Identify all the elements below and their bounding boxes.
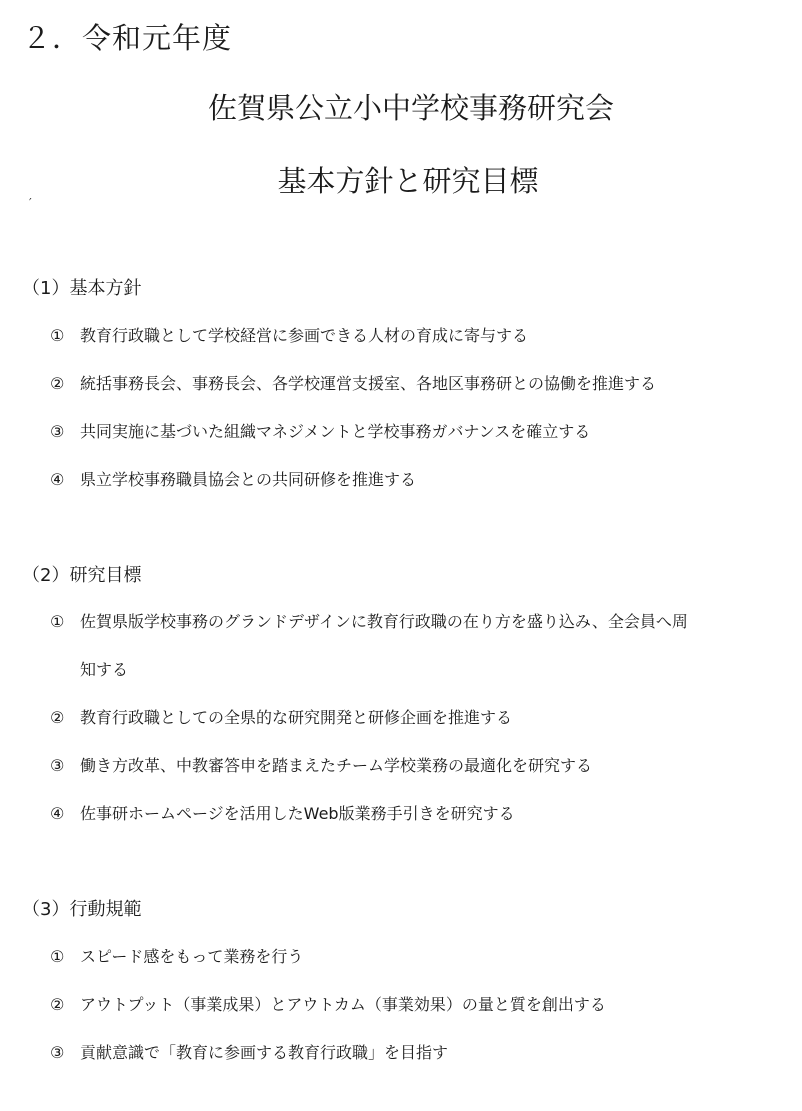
item-number: ① [50,326,65,345]
section-heading-basic-policy: （1）基本方針 [22,278,142,299]
list-item [50,803,515,825]
item-number: ③ [50,1043,65,1062]
list-item [50,946,303,968]
item-text: 共同実施に基づいた組織マネジメントと学校事務ガバナンスを確立する [80,422,591,441]
item-text: スピード感をもって業務を行う [80,947,304,966]
item-number: ① [50,612,65,631]
section-heading-research-goals: （2）研究目標 [22,565,142,586]
list-item [50,373,656,395]
item-text: 県立学校事務職員協会との共同研修を推進する [80,470,417,489]
list-item [50,707,512,729]
item-number: ② [50,708,65,727]
item-number: ④ [50,804,65,823]
document-title: 佐賀県公立小中学校事務研究会 [207,91,614,125]
item-text: 統括事務長会、事務長会、各学校運営支援室、各地区事務研との協働を推進する [80,374,657,393]
list-item [50,1042,448,1064]
item-number: ① [50,947,65,966]
item-text: 教育行政職としての全県的な研究開発と研修企画を推進する [80,708,513,727]
list-item [50,421,590,443]
item-text: 佐賀県版学校事務のグランドデザインに教育行政職の在り方を盛り込み、全会員へ周 [80,612,688,631]
list-item [50,611,688,633]
item-text: 佐事研ホームページを活用したWeb版業務手引きを研究する [80,804,515,823]
item-number: ④ [50,470,65,489]
list-item [50,755,592,777]
list-item [50,325,528,347]
item-text-continuation: 知する [80,660,129,679]
stray-mark: ′ [29,196,32,210]
item-number: ② [50,374,65,393]
item-number: ③ [50,422,65,441]
item-text: アウトプット（事業成果）とアウトカム（事業効果）の量と質を創出する [80,995,606,1014]
document-subtitle: 基本方針と研究目標 [277,164,539,198]
item-text: 働き方改革、中教審答申を踏まえたチーム学校業務の最適化を研究する [80,756,593,775]
item-text: 教育行政職として学校経営に参画できる人材の育成に寄与する [80,326,529,345]
document-heading: ２．令和元年度 [22,21,233,55]
item-number: ③ [50,756,65,775]
section-heading-code-of-conduct: （3）行動規範 [22,899,142,920]
item-number: ② [50,995,65,1014]
list-item [50,994,606,1016]
list-item [50,469,416,491]
item-text: 貢献意識で「教育に参画する教育行政職」を目指す [80,1043,449,1062]
